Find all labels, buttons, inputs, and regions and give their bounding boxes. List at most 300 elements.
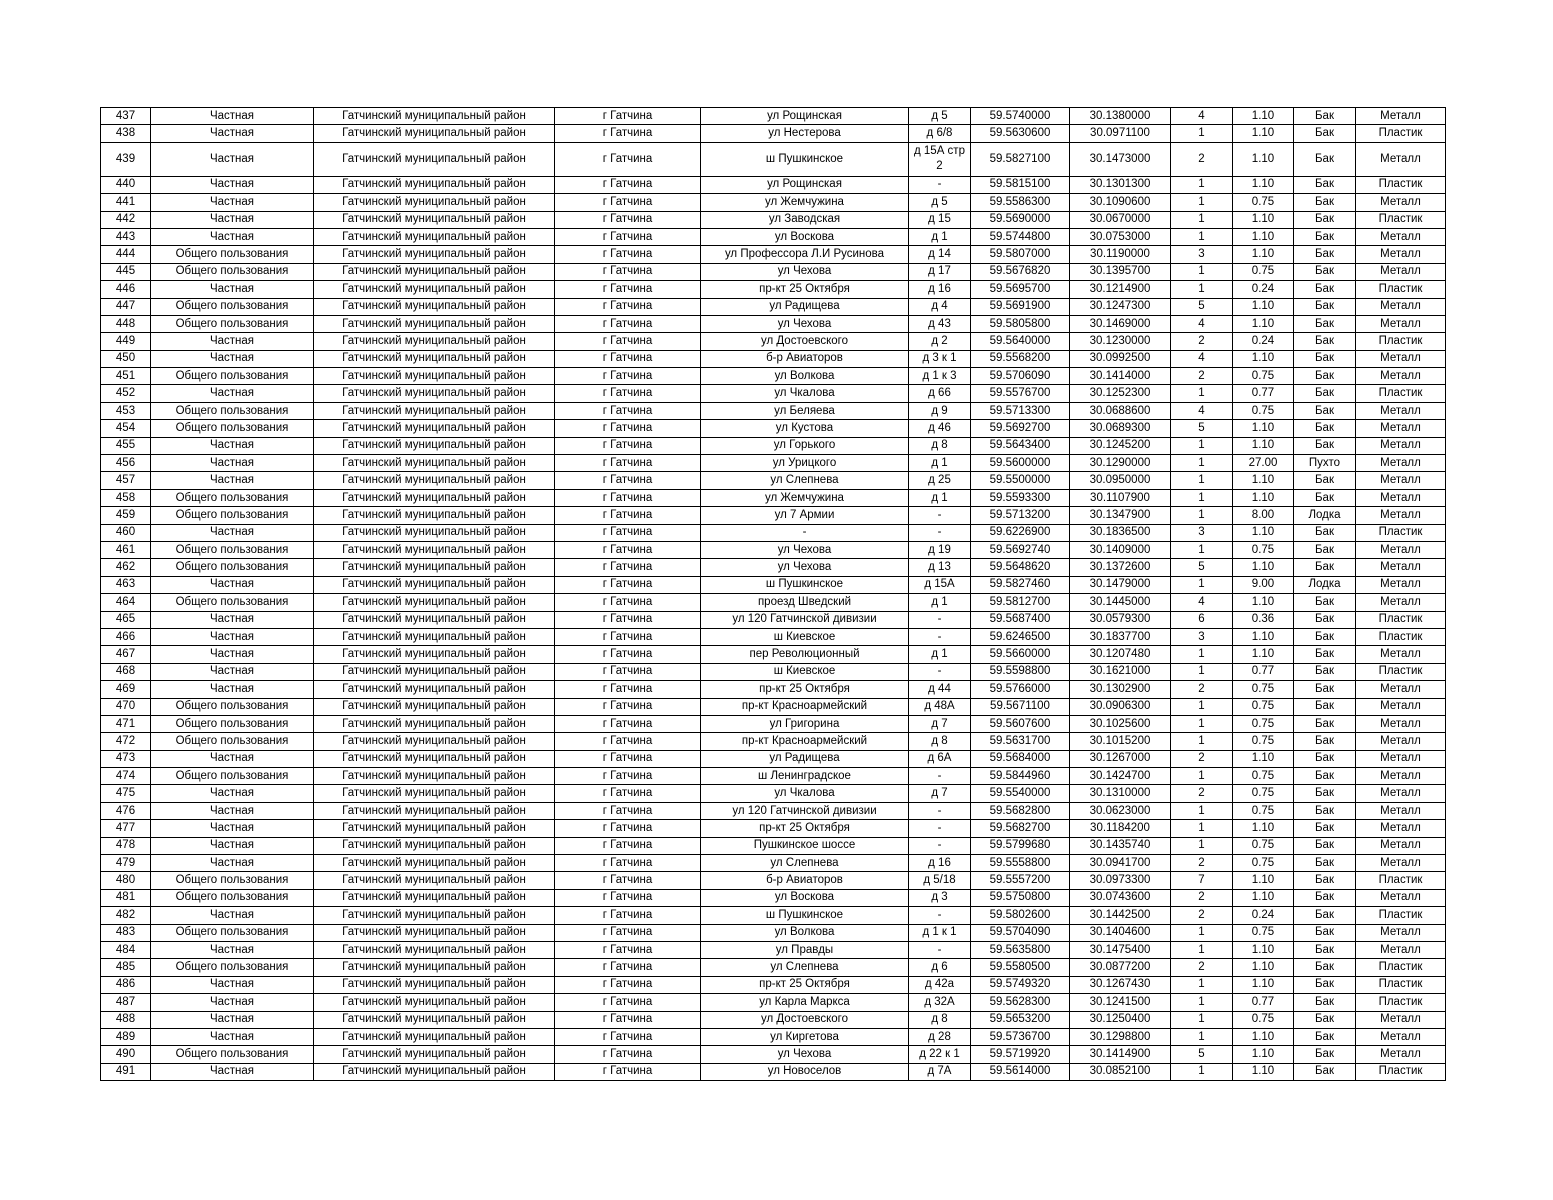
cell-row-number: 472 [101,733,151,750]
cell-ownership: Частная [151,472,314,489]
cell-material: Металл [1356,820,1446,837]
cell-material: Металл [1356,368,1446,385]
cell-city: г Гатчина [555,263,701,280]
cell-ownership: Частная [151,576,314,593]
cell-street: ул Беляева [701,402,909,419]
cell-district: Гатчинский муниципальный район [314,994,555,1011]
cell-city: г Гатчина [555,924,701,941]
cell-row-number: 475 [101,785,151,802]
table-row [101,1028,1446,1045]
cell-city: г Гатчина [555,108,701,125]
cell-house: д 9 [909,402,971,419]
cell-city: г Гатчина [555,541,701,558]
cell-longitude: 30.0689300 [1070,420,1171,437]
data-table [100,107,1446,1081]
cell-container-type: Бак [1294,315,1356,332]
cell-longitude: 30.0906300 [1070,698,1171,715]
table-row [101,176,1446,193]
cell-district: Гатчинский муниципальный район [314,125,555,142]
cell-city: г Гатчина [555,437,701,454]
cell-district: Гатчинский муниципальный район [314,420,555,437]
cell-city: г Гатчина [555,420,701,437]
cell-street: пр-кт 25 Октября [701,976,909,993]
cell-row-number: 449 [101,333,151,350]
cell-house: д 7А [909,1063,971,1080]
cell-material: Пластик [1356,333,1446,350]
cell-ownership: Частная [151,1063,314,1080]
cell-volume: 1.10 [1233,750,1294,767]
cell-ownership: Общего пользования [151,507,314,524]
cell-volume: 0.75 [1233,715,1294,732]
cell-house: д 16 [909,281,971,298]
cell-container-count: 1 [1171,576,1233,593]
cell-latitude: 59.6246500 [971,628,1070,645]
cell-container-count: 2 [1171,333,1233,350]
cell-city: г Гатчина [555,785,701,802]
cell-material: Металл [1356,1011,1446,1028]
cell-volume: 1.10 [1233,559,1294,576]
cell-latitude: 59.5706090 [971,368,1070,385]
table-row [101,108,1446,125]
cell-city: г Гатчина [555,576,701,593]
cell-longitude: 30.1380000 [1070,108,1171,125]
cell-latitude: 59.5827100 [971,142,1070,176]
cell-street: ул Заводская [701,211,909,228]
cell-container-count: 5 [1171,420,1233,437]
cell-latitude: 59.5713300 [971,402,1070,419]
cell-material: Металл [1356,594,1446,611]
cell-material: Металл [1356,698,1446,715]
cell-longitude: 30.1479000 [1070,576,1171,593]
cell-latitude: 59.5643400 [971,437,1070,454]
cell-volume: 1.10 [1233,142,1294,176]
cell-container-type: Бак [1294,1011,1356,1028]
cell-volume: 0.75 [1233,785,1294,802]
cell-material: Металл [1356,246,1446,263]
cell-ownership: Общего пользования [151,924,314,941]
cell-volume: 1.10 [1233,1063,1294,1080]
cell-material: Металл [1356,472,1446,489]
cell-container-type: Бак [1294,108,1356,125]
cell-ownership: Частная [151,785,314,802]
cell-city: г Гатчина [555,1028,701,1045]
cell-longitude: 30.1190000 [1070,246,1171,263]
cell-house: д 43 [909,315,971,332]
cell-longitude: 30.1414900 [1070,1046,1171,1063]
cell-latitude: 59.5744800 [971,228,1070,245]
table-row [101,802,1446,819]
cell-container-count: 1 [1171,194,1233,211]
cell-street: ул Слепнева [701,959,909,976]
cell-street: ул Киргетова [701,1028,909,1045]
cell-material: Пластик [1356,281,1446,298]
cell-longitude: 30.1247300 [1070,298,1171,315]
table-row [101,541,1446,558]
cell-container-count: 1 [1171,1028,1233,1045]
cell-container-type: Бак [1294,976,1356,993]
cell-longitude: 30.1290000 [1070,455,1171,472]
cell-latitude: 59.5576700 [971,385,1070,402]
cell-city: г Гатчина [555,298,701,315]
cell-row-number: 491 [101,1063,151,1080]
cell-material: Металл [1356,437,1446,454]
cell-longitude: 30.0688600 [1070,402,1171,419]
cell-container-count: 2 [1171,785,1233,802]
cell-volume: 0.75 [1233,698,1294,715]
cell-container-type: Бак [1294,768,1356,785]
cell-row-number: 439 [101,142,151,176]
cell-district: Гатчинский муниципальный район [314,1063,555,1080]
cell-volume: 0.75 [1233,855,1294,872]
cell-street: ул Нестерова [701,125,909,142]
cell-street: ул 7 Армии [701,507,909,524]
cell-container-type: Бак [1294,385,1356,402]
cell-ownership: Частная [151,837,314,854]
cell-district: Гатчинский муниципальный район [314,611,555,628]
table-row [101,646,1446,663]
table-row [101,837,1446,854]
cell-row-number: 441 [101,194,151,211]
cell-ownership: Общего пользования [151,594,314,611]
cell-volume: 0.75 [1233,402,1294,419]
cell-house: - [909,820,971,837]
cell-container-count: 5 [1171,559,1233,576]
cell-latitude: 59.5631700 [971,733,1070,750]
cell-street: пер Революционный [701,646,909,663]
cell-latitude: 59.5844960 [971,768,1070,785]
cell-row-number: 479 [101,855,151,872]
cell-city: г Гатчина [555,941,701,958]
cell-street: ул Волкова [701,368,909,385]
cell-container-count: 1 [1171,472,1233,489]
cell-district: Гатчинский муниципальный район [314,142,555,176]
cell-longitude: 30.1267000 [1070,750,1171,767]
cell-street: ул Чехова [701,541,909,558]
cell-house: - [909,768,971,785]
cell-row-number: 446 [101,281,151,298]
cell-container-type: Бак [1294,872,1356,889]
table-row [101,941,1446,958]
cell-latitude: 59.5660000 [971,646,1070,663]
cell-row-number: 440 [101,176,151,193]
cell-longitude: 30.0971100 [1070,125,1171,142]
cell-house: д 13 [909,559,971,576]
cell-district: Гатчинский муниципальный район [314,768,555,785]
cell-longitude: 30.1090600 [1070,194,1171,211]
cell-container-count: 5 [1171,1046,1233,1063]
cell-container-type: Бак [1294,1063,1356,1080]
cell-house: д 3 к 1 [909,350,971,367]
cell-district: Гатчинский муниципальный район [314,472,555,489]
cell-city: г Гатчина [555,907,701,924]
cell-house: - [909,524,971,541]
cell-latitude: 59.5692740 [971,541,1070,558]
cell-row-number: 459 [101,507,151,524]
cell-city: г Гатчина [555,663,701,680]
cell-volume: 0.75 [1233,837,1294,854]
cell-ownership: Частная [151,108,314,125]
cell-container-type: Бак [1294,1028,1356,1045]
cell-city: г Гатчина [555,872,701,889]
cell-latitude: 59.5692700 [971,420,1070,437]
cell-ownership: Общего пользования [151,698,314,715]
cell-street: ул Рощинская [701,108,909,125]
cell-volume: 1.10 [1233,1028,1294,1045]
cell-container-count: 1 [1171,820,1233,837]
cell-street: ул Радищева [701,298,909,315]
cell-row-number: 454 [101,420,151,437]
cell-material: Металл [1356,455,1446,472]
cell-row-number: 488 [101,1011,151,1028]
cell-volume: 0.75 [1233,924,1294,941]
cell-latitude: 59.5671100 [971,698,1070,715]
cell-city: г Гатчина [555,594,701,611]
cell-street: ул Урицкого [701,455,909,472]
cell-district: Гатчинский муниципальный район [314,228,555,245]
cell-row-number: 443 [101,228,151,245]
cell-material: Металл [1356,350,1446,367]
cell-house: д 1 к 3 [909,368,971,385]
cell-city: г Гатчина [555,802,701,819]
cell-container-count: 2 [1171,750,1233,767]
cell-material: Металл [1356,489,1446,506]
cell-city: г Гатчина [555,855,701,872]
cell-house: д 1 к 1 [909,924,971,941]
cell-container-count: 1 [1171,941,1233,958]
cell-longitude: 30.1445000 [1070,594,1171,611]
cell-city: г Гатчина [555,750,701,767]
cell-row-number: 469 [101,681,151,698]
cell-city: г Гатчина [555,524,701,541]
cell-row-number: 470 [101,698,151,715]
cell-row-number: 485 [101,959,151,976]
cell-container-count: 6 [1171,611,1233,628]
cell-row-number: 487 [101,994,151,1011]
cell-longitude: 30.0941700 [1070,855,1171,872]
cell-material: Металл [1356,681,1446,698]
cell-street: ул Слепнева [701,472,909,489]
cell-house: д 16 [909,855,971,872]
cell-city: г Гатчина [555,628,701,645]
cell-house: д 17 [909,263,971,280]
cell-latitude: 59.5676820 [971,263,1070,280]
table-row [101,402,1446,419]
cell-container-type: Бак [1294,855,1356,872]
cell-district: Гатчинский муниципальный район [314,646,555,663]
cell-street: ул Чехова [701,1046,909,1063]
cell-volume: 1.10 [1233,628,1294,645]
cell-ownership: Частная [151,611,314,628]
cell-street: пр-кт 25 Октября [701,820,909,837]
table-row [101,385,1446,402]
cell-volume: 0.75 [1233,368,1294,385]
cell-latitude: 59.5713200 [971,507,1070,524]
cell-district: Гатчинский муниципальный район [314,350,555,367]
cell-container-count: 1 [1171,698,1233,715]
cell-district: Гатчинский муниципальный район [314,211,555,228]
table-body [101,108,1446,1081]
cell-material: Пластик [1356,628,1446,645]
cell-house: д 6А [909,750,971,767]
cell-longitude: 30.0670000 [1070,211,1171,228]
cell-district: Гатчинский муниципальный район [314,576,555,593]
cell-container-count: 1 [1171,924,1233,941]
cell-container-count: 1 [1171,802,1233,819]
cell-container-count: 4 [1171,315,1233,332]
cell-district: Гатчинский муниципальный район [314,1011,555,1028]
cell-district: Гатчинский муниципальный район [314,889,555,906]
cell-container-type: Бак [1294,941,1356,958]
cell-ownership: Общего пользования [151,768,314,785]
cell-latitude: 59.5695700 [971,281,1070,298]
cell-district: Гатчинский муниципальный район [314,628,555,645]
cell-volume: 0.75 [1233,1011,1294,1028]
cell-material: Металл [1356,298,1446,315]
cell-material: Металл [1356,1028,1446,1045]
table-row [101,437,1446,454]
cell-house: д 15 [909,211,971,228]
cell-street: ул Радищева [701,750,909,767]
cell-city: г Гатчина [555,959,701,976]
cell-house: д 5 [909,194,971,211]
cell-ownership: Частная [151,750,314,767]
cell-container-count: 2 [1171,368,1233,385]
cell-house: д 66 [909,385,971,402]
cell-street: ул Достоевского [701,333,909,350]
cell-ownership: Частная [151,628,314,645]
cell-city: г Гатчина [555,455,701,472]
cell-ownership: Частная [151,1011,314,1028]
cell-latitude: 59.5540000 [971,785,1070,802]
cell-ownership: Общего пользования [151,402,314,419]
cell-container-count: 1 [1171,1011,1233,1028]
cell-district: Гатчинский муниципальный район [314,733,555,750]
cell-city: г Гатчина [555,559,701,576]
cell-house: д 1 [909,594,971,611]
cell-district: Гатчинский муниципальный район [314,855,555,872]
cell-longitude: 30.1837700 [1070,628,1171,645]
cell-material: Металл [1356,802,1446,819]
cell-container-type: Бак [1294,750,1356,767]
table-row [101,924,1446,941]
cell-material: Металл [1356,541,1446,558]
cell-longitude: 30.1241500 [1070,994,1171,1011]
cell-container-count: 1 [1171,663,1233,680]
cell-city: г Гатчина [555,194,701,211]
cell-ownership: Общего пользования [151,559,314,576]
cell-city: г Гатчина [555,315,701,332]
cell-district: Гатчинский муниципальный район [314,281,555,298]
cell-city: г Гатчина [555,611,701,628]
cell-street: ул Чкалова [701,785,909,802]
cell-container-count: 1 [1171,489,1233,506]
cell-row-number: 442 [101,211,151,228]
cell-ownership: Частная [151,646,314,663]
cell-city: г Гатчина [555,350,701,367]
cell-street: пр-кт 25 Октября [701,681,909,698]
cell-ownership: Общего пользования [151,889,314,906]
cell-latitude: 59.5635800 [971,941,1070,958]
cell-row-number: 490 [101,1046,151,1063]
cell-longitude: 30.0877200 [1070,959,1171,976]
cell-latitude: 59.5598800 [971,663,1070,680]
cell-container-type: Бак [1294,176,1356,193]
cell-house: д 8 [909,437,971,454]
cell-street: б-р Авиаторов [701,872,909,889]
cell-volume: 1.10 [1233,524,1294,541]
cell-longitude: 30.0852100 [1070,1063,1171,1080]
cell-street: ул 120 Гатчинской дивизии [701,611,909,628]
cell-container-count: 4 [1171,108,1233,125]
table-row [101,628,1446,645]
cell-volume: 1.10 [1233,889,1294,906]
cell-volume: 0.24 [1233,281,1294,298]
cell-container-count: 1 [1171,125,1233,142]
cell-longitude: 30.0950000 [1070,472,1171,489]
cell-latitude: 59.5640000 [971,333,1070,350]
cell-container-type: Бак [1294,594,1356,611]
cell-volume: 0.75 [1233,733,1294,750]
cell-longitude: 30.1424700 [1070,768,1171,785]
cell-container-count: 1 [1171,455,1233,472]
cell-city: г Гатчина [555,176,701,193]
cell-row-number: 484 [101,941,151,958]
cell-container-type: Бак [1294,837,1356,854]
cell-city: г Гатчина [555,281,701,298]
cell-volume: 1.10 [1233,820,1294,837]
cell-longitude: 30.1245200 [1070,437,1171,454]
cell-longitude: 30.1301300 [1070,176,1171,193]
cell-longitude: 30.1469000 [1070,315,1171,332]
cell-container-type: Бак [1294,333,1356,350]
cell-street: ш Пушкинское [701,142,909,176]
cell-volume: 0.77 [1233,385,1294,402]
cell-row-number: 462 [101,559,151,576]
cell-district: Гатчинский муниципальный район [314,1046,555,1063]
cell-material: Пластик [1356,211,1446,228]
cell-material: Металл [1356,142,1446,176]
cell-row-number: 444 [101,246,151,263]
cell-city: г Гатчина [555,1046,701,1063]
cell-container-count: 1 [1171,733,1233,750]
cell-district: Гатчинский муниципальный район [314,959,555,976]
cell-volume: 8.00 [1233,507,1294,524]
cell-volume: 1.10 [1233,420,1294,437]
cell-longitude: 30.1621000 [1070,663,1171,680]
cell-city: г Гатчина [555,733,701,750]
cell-row-number: 453 [101,402,151,419]
cell-city: г Гатчина [555,889,701,906]
table-row [101,959,1446,976]
cell-latitude: 59.5805800 [971,315,1070,332]
cell-latitude: 59.5807000 [971,246,1070,263]
cell-volume: 0.24 [1233,333,1294,350]
cell-ownership: Частная [151,194,314,211]
cell-row-number: 458 [101,489,151,506]
cell-ownership: Частная [151,385,314,402]
table-row [101,472,1446,489]
cell-district: Гатчинский муниципальный район [314,1028,555,1045]
cell-house: - [909,663,971,680]
cell-house: д 22 к 1 [909,1046,971,1063]
cell-district: Гатчинский муниципальный район [314,594,555,611]
cell-ownership: Частная [151,663,314,680]
cell-material: Металл [1356,420,1446,437]
cell-material: Металл [1356,733,1446,750]
table-row [101,194,1446,211]
cell-house: д 5 [909,108,971,125]
cell-row-number: 437 [101,108,151,125]
